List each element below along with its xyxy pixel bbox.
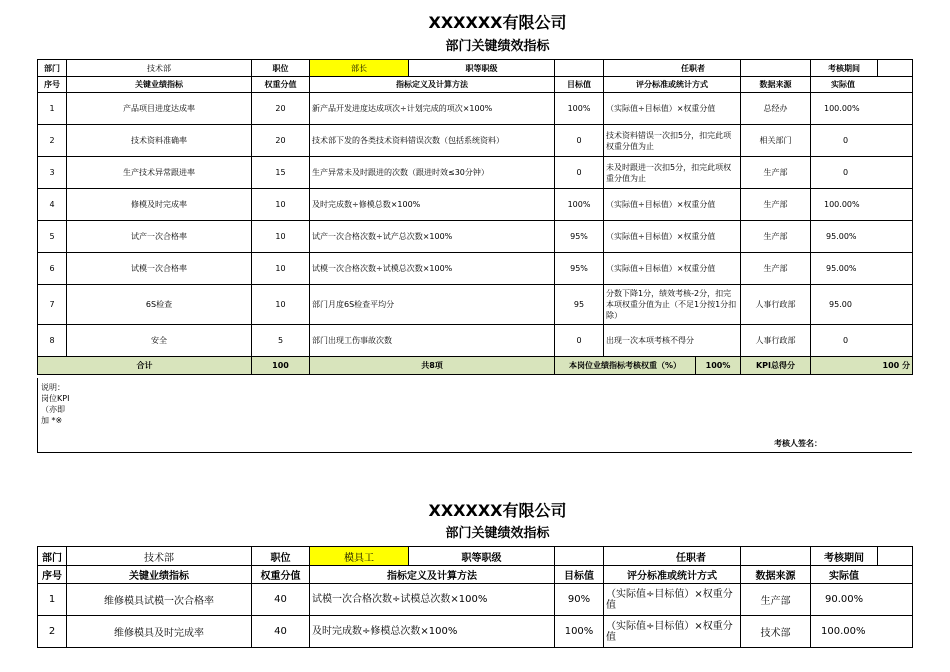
row-weight: 10 bbox=[252, 189, 310, 221]
row-weight: 40 bbox=[252, 616, 310, 648]
doc-subtitle-2: 部门关键绩效指标 bbox=[445, 526, 550, 541]
kpi-table bbox=[37, 59, 913, 375]
row-source: 生产部 bbox=[741, 189, 811, 221]
table-row bbox=[38, 125, 913, 157]
table-row bbox=[38, 325, 913, 357]
row-definition: 及时完成数÷修模总次数×100% bbox=[310, 616, 555, 648]
row-actual: 100.00% bbox=[811, 93, 913, 125]
position-cell bbox=[310, 60, 555, 77]
row-no: 6 bbox=[38, 253, 67, 285]
level-label: 职等职级 bbox=[461, 552, 502, 564]
holder-value bbox=[741, 547, 811, 566]
header-source: 数据来源 bbox=[741, 566, 811, 584]
table-row bbox=[38, 157, 913, 189]
row-source: 生产部 bbox=[741, 253, 811, 285]
row-criteria: （实际值÷目标值）×权重分值 bbox=[604, 253, 741, 285]
row-definition: 部门月度6S检查平均分 bbox=[310, 285, 555, 325]
row-kpi: 修模及时完成率 bbox=[67, 189, 252, 221]
row-source: 生产部 bbox=[741, 157, 811, 189]
total-ratio-cell bbox=[555, 357, 741, 375]
level-value bbox=[555, 547, 604, 566]
row-target: 95% bbox=[555, 253, 604, 285]
row-weight: 20 bbox=[252, 93, 310, 125]
table-row bbox=[38, 616, 913, 648]
row-target: 0 bbox=[555, 325, 604, 357]
holder-value bbox=[741, 60, 811, 77]
position-label: 职位 bbox=[252, 547, 310, 566]
table-row bbox=[38, 285, 913, 325]
row-definition: 新产品开发进度达成项次÷计划完成的项次×100% bbox=[310, 93, 555, 125]
row-target: 90% bbox=[555, 584, 604, 616]
header-no: 序号 bbox=[38, 566, 67, 584]
row-no: 4 bbox=[38, 189, 67, 221]
position-cell bbox=[310, 547, 555, 566]
header-weight: 权重分值 bbox=[252, 77, 310, 93]
row-definition: 试产一次合格次数÷试产总次数×100% bbox=[310, 221, 555, 253]
header-actual: 实际值 bbox=[811, 77, 913, 93]
row-criteria: 出现一次本项考核不得分 bbox=[604, 325, 741, 357]
row-no: 3 bbox=[38, 157, 67, 189]
total-count: 共8项 bbox=[310, 357, 555, 375]
header-target: 目标值 bbox=[555, 77, 604, 93]
row-no: 1 bbox=[38, 93, 67, 125]
row-kpi: 试模一次合格率 bbox=[67, 253, 252, 285]
header-actual: 实际值 bbox=[811, 566, 913, 584]
header-no: 序号 bbox=[38, 77, 67, 93]
row-source: 生产部 bbox=[741, 221, 811, 253]
row-weight: 15 bbox=[252, 157, 310, 189]
header-criteria: 评分标准或统计方式 bbox=[604, 566, 741, 584]
row-criteria: 分数下降1分，绩效考核-2分，扣完本项权重分值为止（不足1分按1分扣除） bbox=[604, 285, 741, 325]
row-definition: 技术部下发的各类技术资料错误次数（包括系统资料） bbox=[310, 125, 555, 157]
holder-label: 任职者 bbox=[604, 60, 741, 77]
row-actual: 95.00 bbox=[811, 285, 913, 325]
company-title: XXXXXX有限公司 bbox=[428, 13, 567, 32]
signature-label: 考核人签名： bbox=[774, 439, 822, 448]
level-value bbox=[555, 60, 604, 77]
total-ratio-label: 本岗位业绩指标考核权重（%） bbox=[555, 357, 696, 374]
table-row bbox=[38, 93, 913, 125]
period-value bbox=[878, 547, 913, 566]
row-target: 0 bbox=[555, 157, 604, 189]
header-definition: 指标定义及计算方法 bbox=[310, 77, 555, 93]
row-definition: 及时完成数÷修模总数×100% bbox=[310, 189, 555, 221]
row-kpi: 生产技术异常跟进率 bbox=[67, 157, 252, 189]
header-target: 目标值 bbox=[555, 566, 604, 584]
doc-subtitle: 部门关键绩效指标 bbox=[445, 39, 550, 54]
row-no: 8 bbox=[38, 325, 67, 357]
total-row bbox=[38, 357, 913, 375]
row-kpi: 试产一次合格率 bbox=[67, 221, 252, 253]
row-criteria: （实际值÷目标值）×权重分值 bbox=[604, 616, 741, 648]
row-no: 5 bbox=[38, 221, 67, 253]
row-weight: 40 bbox=[252, 584, 310, 616]
row-target: 100% bbox=[555, 616, 604, 648]
table-row bbox=[38, 221, 913, 253]
period-value bbox=[878, 60, 913, 77]
row-target: 95% bbox=[555, 221, 604, 253]
position-value: 模具工 bbox=[310, 547, 409, 565]
total-weight: 100 bbox=[252, 357, 310, 375]
row-weight: 10 bbox=[252, 285, 310, 325]
row-actual: 100.00% bbox=[811, 189, 913, 221]
row-kpi: 技术资料准确率 bbox=[67, 125, 252, 157]
row-actual: 0 bbox=[811, 125, 913, 157]
row-actual: 0 bbox=[811, 325, 913, 357]
row-target: 0 bbox=[555, 125, 604, 157]
header-definition: 指标定义及计算方法 bbox=[310, 566, 555, 584]
row-criteria: 未及时跟进一次扣5分，扣完此项权重分值为止 bbox=[604, 157, 741, 189]
row-criteria: （实际值÷目标值）×权重分值 bbox=[604, 93, 741, 125]
row-definition: 部门出现工伤事故次数 bbox=[310, 325, 555, 357]
dept-label: 部门 bbox=[38, 60, 67, 77]
row-kpi: 安全 bbox=[67, 325, 252, 357]
row-source: 人事行政部 bbox=[741, 285, 811, 325]
row-criteria: 技术资料错误一次扣5分，扣完此项权重分值为止 bbox=[604, 125, 741, 157]
score-value: 100 分 bbox=[811, 357, 913, 375]
row-actual: 100.00% bbox=[811, 616, 913, 648]
header-source: 数据来源 bbox=[741, 77, 811, 93]
header-weight: 权重分值 bbox=[252, 566, 310, 584]
header-kpi: 关键业绩指标 bbox=[67, 77, 252, 93]
dept-label: 部门 bbox=[38, 547, 67, 566]
row-no: 7 bbox=[38, 285, 67, 325]
row-target: 100% bbox=[555, 189, 604, 221]
note-text: 说明：岗位KPI（亦即加 *※ bbox=[41, 383, 70, 425]
row-actual: 95.00% bbox=[811, 221, 913, 253]
row-kpi: 维修模具试模一次合格率 bbox=[67, 584, 252, 616]
row-source: 相关部门 bbox=[741, 125, 811, 157]
row-target: 95 bbox=[555, 285, 604, 325]
holder-label: 任职者 bbox=[604, 547, 741, 566]
header-kpi: 关键业绩指标 bbox=[67, 566, 252, 584]
row-actual: 90.00% bbox=[811, 584, 913, 616]
kpi-table-2 bbox=[37, 546, 913, 648]
row-kpi: 产品项目进度达成率 bbox=[67, 93, 252, 125]
company-title-2: XXXXXX有限公司 bbox=[428, 501, 567, 520]
row-target: 100% bbox=[555, 93, 604, 125]
note-area bbox=[37, 378, 912, 453]
period-label: 考核期间 bbox=[811, 547, 878, 566]
row-weight: 20 bbox=[252, 125, 310, 157]
row-weight: 10 bbox=[252, 221, 310, 253]
row-no: 2 bbox=[38, 616, 67, 648]
table-row bbox=[38, 189, 913, 221]
total-ratio: 100% bbox=[705, 361, 731, 370]
table-row bbox=[38, 253, 913, 285]
row-kpi: 6S检查 bbox=[67, 285, 252, 325]
row-source: 技术部 bbox=[741, 616, 811, 648]
position-value: 部长 bbox=[310, 60, 409, 76]
row-source: 生产部 bbox=[741, 584, 811, 616]
row-actual: 0 bbox=[811, 157, 913, 189]
row-definition: 试模一次合格次数÷试模总次数×100% bbox=[310, 584, 555, 616]
position-label: 职位 bbox=[252, 60, 310, 77]
row-actual: 95.00% bbox=[811, 253, 913, 285]
header-criteria: 评分标准或统计方式 bbox=[604, 77, 741, 93]
row-no: 2 bbox=[38, 125, 67, 157]
row-source: 总经办 bbox=[741, 93, 811, 125]
row-criteria: （实际值÷目标值）×权重分值 bbox=[604, 221, 741, 253]
row-weight: 10 bbox=[252, 253, 310, 285]
row-no: 1 bbox=[38, 584, 67, 616]
row-definition: 试模一次合格次数÷试模总次数×100% bbox=[310, 253, 555, 285]
score-label: KPI总得分 bbox=[741, 357, 811, 375]
row-weight: 5 bbox=[252, 325, 310, 357]
row-kpi: 维修模具及时完成率 bbox=[67, 616, 252, 648]
level-label: 职等职级 bbox=[409, 60, 554, 76]
row-criteria: （实际值÷目标值）×权重分值 bbox=[604, 584, 741, 616]
row-definition: 生产异常未及时跟进的次数（跟进时效≤30分钟） bbox=[310, 157, 555, 189]
period-label: 考核期间 bbox=[811, 60, 878, 77]
dept-value: 技术部 bbox=[67, 547, 252, 566]
total-label: 合计 bbox=[38, 357, 252, 375]
row-criteria: （实际值÷目标值）×权重分值 bbox=[604, 189, 741, 221]
dept-value: 技术部 bbox=[67, 60, 252, 77]
table-row bbox=[38, 584, 913, 616]
row-source: 人事行政部 bbox=[741, 325, 811, 357]
